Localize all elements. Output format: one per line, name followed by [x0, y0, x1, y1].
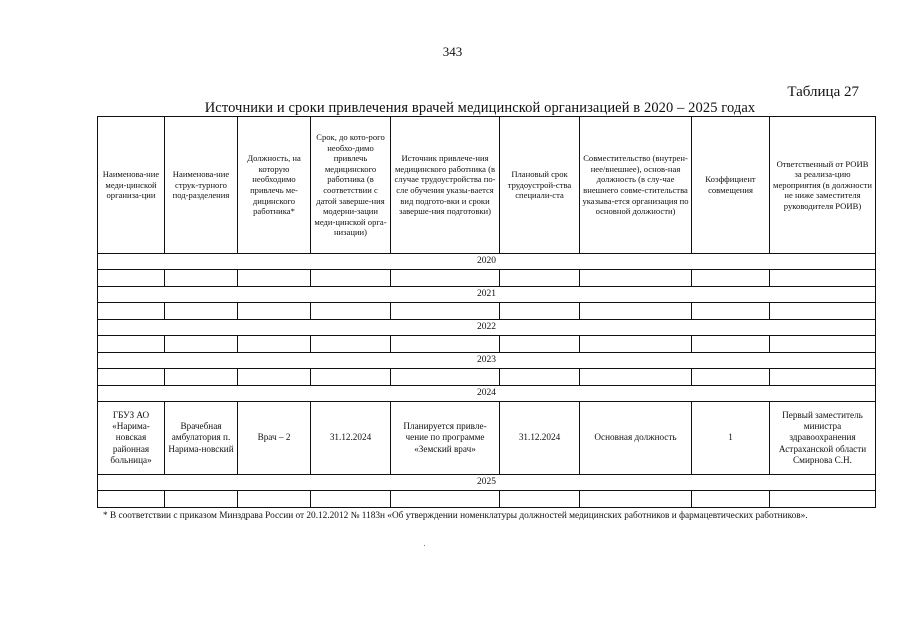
header-combination: Совместительство (внутрен-нее/внешнее), основ-ная должность (в слу-чае внешнего совме-стительства указыва-ется организация по основной должности) — [580, 117, 692, 254]
scan-speck — [424, 545, 425, 546]
table-header-row — [98, 117, 876, 254]
header-source: Источник привлече-ния медицинского работника (в случае трудоустройства по-сле обучения указы-вается вид подгото-вки и сроки заверше-ния подготовки) — [391, 117, 500, 254]
cell-planned-date: 31.12.2024 — [500, 402, 580, 475]
cell-position: Врач – 2 — [238, 402, 311, 475]
header-planned-date: Плановый срок трудоустрой-ства специали-ста — [500, 117, 580, 254]
header-responsible: Ответственный от РОИВ за реализа-цию мероприятия (в должности не ниже заместителя руководителя РОИВ) — [770, 117, 876, 254]
cell-organization: ГБУЗ АО «Нарима-новская районная больница» — [98, 402, 165, 475]
table-row — [98, 491, 876, 508]
year-label: 2021 — [98, 287, 876, 303]
table-row — [98, 402, 876, 475]
page-number: 343 — [442, 44, 463, 59]
header-coefficient: Коэффициент совмещения — [692, 117, 770, 254]
table-row — [98, 270, 876, 287]
year-row-2025 — [98, 475, 876, 491]
header-position: Должность, на которую необходимо привлечь ме-дицинского работника* — [238, 117, 311, 254]
header-organization: Наименова-ние меди-цинской организа-ции — [98, 117, 165, 254]
year-row-2020 — [98, 254, 876, 270]
header-deadline: Срок, до кото-рого необхо-димо привлечь медицинского работника (в соответствии с датой заверше-ния модерни-зации меди-цинской орга-низации) — [311, 117, 391, 254]
sources-table — [97, 116, 876, 508]
year-row-2023 — [98, 353, 876, 369]
cell-coefficient: 1 — [692, 402, 770, 475]
year-label: 2024 — [98, 386, 876, 402]
cell-source: Планируется привле-чение по программе «Земский врач» — [391, 402, 500, 475]
table-row — [98, 303, 876, 320]
year-label: 2020 — [98, 254, 876, 270]
table-row — [98, 336, 876, 353]
cell-combination: Основная должность — [580, 402, 692, 475]
cell-deadline: 31.12.2024 — [311, 402, 391, 475]
cell-subdivision: Врачебная амбулатория п. Нарима-новский — [165, 402, 238, 475]
year-label: 2023 — [98, 353, 876, 369]
footnote: * В соответствии с приказом Минздрава России от 20.12.2012 № 1183н «Об утверждении номенклатуры должностей медицинских работников и фармацевтических работников». — [103, 511, 808, 521]
table-row — [98, 369, 876, 386]
cell-responsible: Первый заместитель министра здравоохранения Астраханской области Смирнова С.Н. — [770, 402, 876, 475]
year-label: 2025 — [98, 475, 876, 491]
year-row-2024 — [98, 386, 876, 402]
table-title: Источники и сроки привлечения врачей медицинской организацией в 2020 – 2025 годах — [204, 100, 756, 116]
table-label: Таблица 27 — [787, 84, 859, 100]
year-row-2022 — [98, 320, 876, 336]
year-row-2021 — [98, 287, 876, 303]
header-subdivision: Наименова-ние струк-турного под-разделения — [165, 117, 238, 254]
year-label: 2022 — [98, 320, 876, 336]
